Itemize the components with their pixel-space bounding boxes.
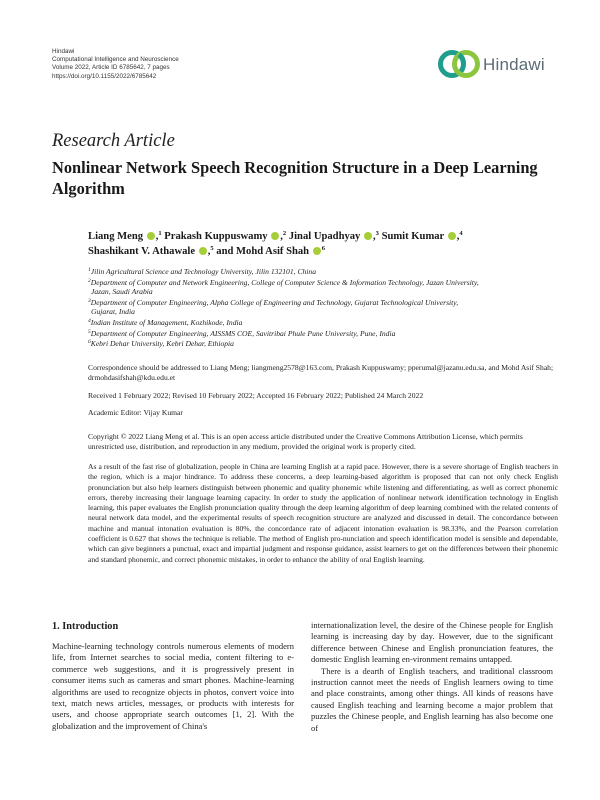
article-type: Research Article xyxy=(52,131,175,151)
author-affil-number: 5 xyxy=(210,245,214,253)
author-name[interactable]: Sumit Kumar xyxy=(381,231,445,242)
academic-editor: Academic Editor: Vijay Kumar xyxy=(88,408,183,417)
orcid-icon[interactable] xyxy=(313,247,321,255)
author-list: Liang Meng ,$^1$ Prakash Kuppuswamy ,$^2$ Jinal Upadhyay ,$^3$ Sumit Kumar ,$^4$ Shashikant V. Athawale ,$^5$ and Mohd Asif Shah $^6$ xyxy=(88,230,463,258)
affiliation-list xyxy=(88,266,560,349)
left-column xyxy=(52,620,294,732)
author-affil-number: 2 xyxy=(282,230,287,237)
right-column xyxy=(311,620,553,734)
author-affil-number: 3 xyxy=(375,230,379,237)
orcid-icon[interactable] xyxy=(147,232,155,240)
publisher-name: Hindawi xyxy=(52,48,75,55)
orcid-icon[interactable] xyxy=(199,247,207,255)
author-affil-number: 1 xyxy=(158,230,162,237)
body-paragraph: There is a dearth of English teachers, and traditional classroom instruction cannot meet the needs of English learners owing to time and place constraints, among other things. All kinds of reasons have caused English teaching and learning become a major problem that puzzles the Chinese people, and English learning has also become one of xyxy=(311,665,553,733)
orcid-icon[interactable] xyxy=(364,232,372,240)
affiliation-continuation: Gujarat, India xyxy=(91,307,135,317)
doi-link[interactable]: https://doi.org/10.1155/2022/6785642 xyxy=(52,72,157,80)
journal-header xyxy=(52,48,179,81)
author-name[interactable]: Liang Meng xyxy=(88,231,144,242)
hindawi-logo-text: Hindawi xyxy=(483,55,545,74)
orcid-icon[interactable] xyxy=(448,232,456,240)
author-affil-number: 6 xyxy=(321,245,325,253)
affiliation-item: $^6$Kebri Dehar University, Kebri Dehar, Ethiopia xyxy=(88,339,234,349)
body-paragraph: internationalization level, the desire of the Chinese people for English learning is increasing day by day. However, due to the significant difference between Chinese and English pronunciation features, the domestic English learning en-vironment remains untapped. xyxy=(311,620,553,665)
author-name[interactable]: Jinal Upadhyay xyxy=(288,231,361,242)
author-name[interactable]: Prakash Kuppuswamy xyxy=(164,231,268,242)
abstract-text: As a result of the fast rise of globalization, people in China are learning English at a rapid pace. However, there is a severe shortage of English teachers in the region, which is a major hindrance. To address these concerns, a deep learning-based algorithm is proposed that can not only check English pronunciation but also help learners distinguish between phonemic and quality phonemic while listening and differentiating, as well as correct phonemic errors, thereby increasing their language learning capacity. In order to study the application of nonlinear network identification technology in English learning, this paper evaluates the English pronunciation quality through the deep learning algorithm of deep learning combined with the related contents of neural network data model, and the experimental results of speech recognition structure are analyzed and discussed in detail. The concordance between machine and manual intonation evaluation is 80%, the concordance rate of adjacent intonation evaluation is 98.33%, and the Pearson correlation coefficient is 0.627 that shows the technique is reliable. The method of English pro-nunciation and speech identification model is sensible and dependable, which can give beginners a punctual, exact and impartial judgment and response guidance, assist learners to get on the differences between their phonemic and standard phonemic, and correct phonemic mistakes, in order to enhance the ability of oral English learning. xyxy=(88,462,558,564)
author-name[interactable]: Shashikant V. Athawale xyxy=(88,246,196,258)
affiliation-item: $^4$Indian Institute of Management, Kozhikode, India xyxy=(88,317,243,327)
paper-title: Nonlinear Network Speech Recognition Structure in a Deep Learning Algorithm xyxy=(52,158,538,198)
author-name[interactable]: Mohd Asif Shah xyxy=(236,246,310,258)
publication-dates: Received 1 February 2022; Revised 10 February 2022; Accepted 16 February 2022; Published 24 March 2022 xyxy=(88,391,424,400)
author-and: and xyxy=(216,246,234,258)
affiliation-item: $^1$Jilin Agricultural Science and Technology University, Jilin 132101, China xyxy=(88,267,317,276)
affiliation-continuation: Jazan, Saudi Arabia xyxy=(91,287,153,297)
copyright-notice: Copyright © 2022 Liang Meng et al. This is an open access article distributed under the Creative Commons Attribution License, which permits unrestricted use, distribution, and reproduction in any medium, provided the original work is properly cited. xyxy=(88,432,523,452)
orcid-icon[interactable] xyxy=(271,232,279,240)
correspondence-note: Correspondence should be addressed to Liang Meng; liangmeng2578@163.com, Prakash Kuppuswamy; pperumal@jazanu.edu.sa, and Mohd Asif Shah; drmohdasifshah@kdu.edu.et xyxy=(88,363,554,383)
affiliation-item: $^2$Department of Computer and Network Engineering, College of Computer Science & Information Technology, Jazan University, xyxy=(88,277,479,287)
affiliation-item: $^3$Department of Computer Engineering, Alpha College of Engineering and Technology, Gujarat Technological University, xyxy=(88,297,459,307)
affiliation-item: $^5$Department of Computer Engineering, AISSMS COE, Savitribai Phule Pune University, Pune, India xyxy=(88,328,396,338)
body-paragraph: Machine-learning technology controls numerous elements of modern life, from Internet searches to social media, content filtering to e-commerce web suggestions, and it is progressively present in consumer items such as cameras and smart phones. Machine-learning algorithms are used to recognize objects in photos, convert voice into text, match news articles, messages, or products with interests for users, and choose appropriate search outcomes [1, 2]. With the globalization and the improvement of China's xyxy=(52,641,294,731)
author-affil-number: 4 xyxy=(459,230,463,237)
volume-line: Volume 2022, Article ID 6785642, 7 pages xyxy=(52,64,170,72)
journal-name: Computational Intelligence and Neuroscience xyxy=(52,56,179,64)
section-heading: 1. Introduction xyxy=(52,621,119,632)
